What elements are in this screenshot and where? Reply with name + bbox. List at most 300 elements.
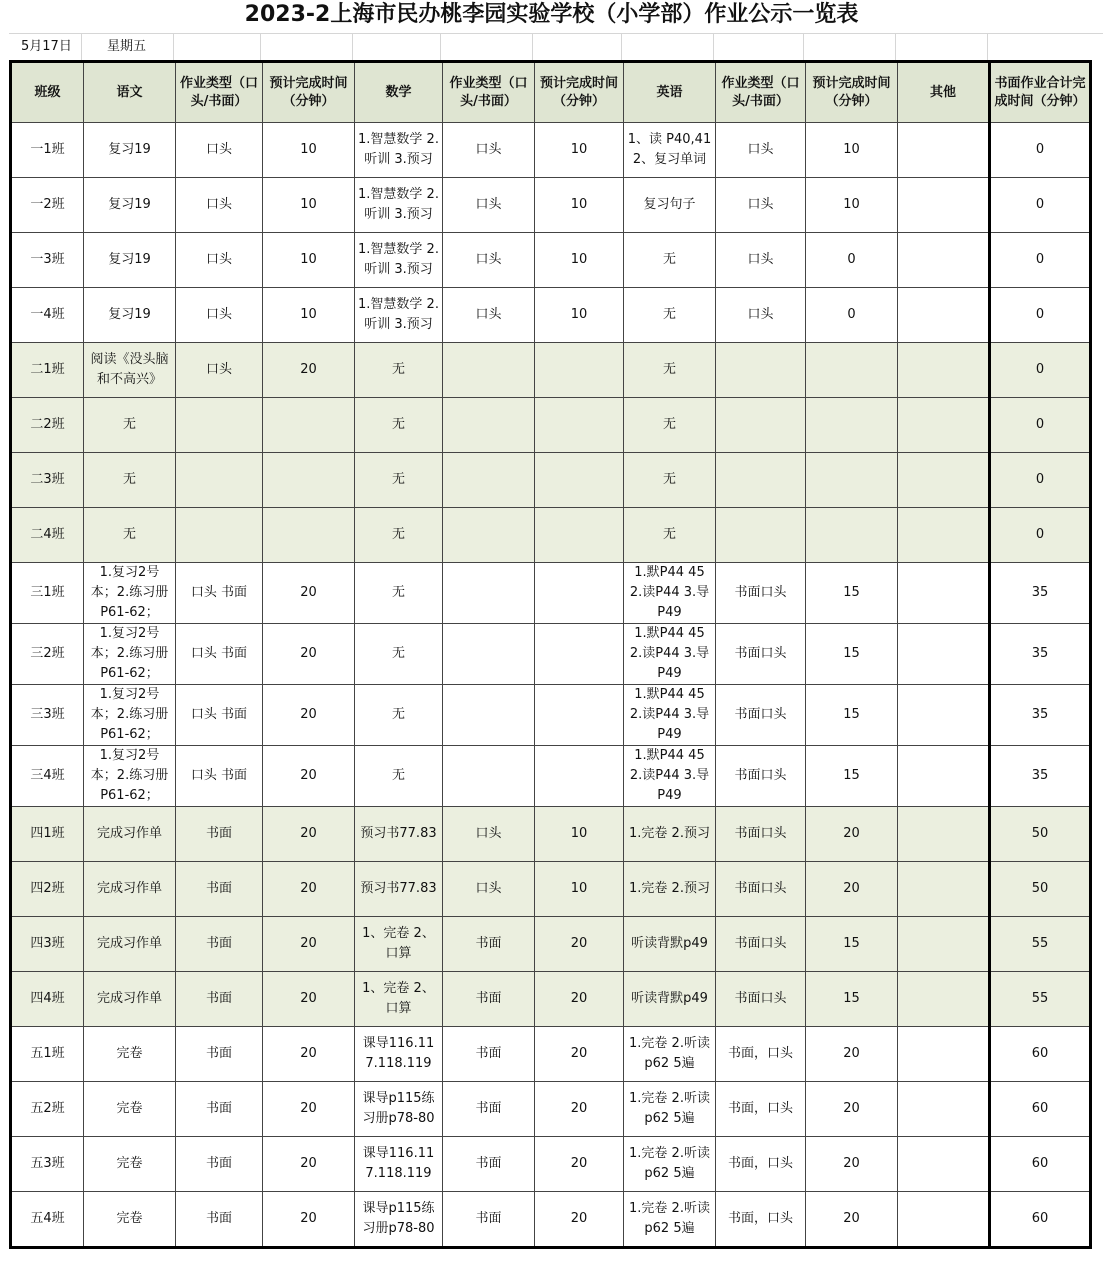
english-cell[interactable]	[624, 453, 716, 508]
math-cell[interactable]	[355, 807, 443, 862]
chinese-text: 无	[122, 417, 136, 432]
math-cell[interactable]	[355, 343, 443, 398]
english-time-text: 15	[843, 707, 860, 722]
english-type-cell[interactable]	[716, 343, 806, 398]
math-time-text: 10	[570, 197, 588, 212]
math-cell[interactable]	[355, 233, 443, 288]
chinese-type-cell[interactable]	[176, 1192, 263, 1248]
chinese-type-cell[interactable]	[176, 1027, 263, 1082]
math-time-cell[interactable]	[535, 508, 624, 563]
english-type-cell[interactable]	[716, 685, 806, 746]
english-cell[interactable]	[624, 563, 716, 624]
chinese-type-cell[interactable]	[176, 453, 263, 508]
math-cell[interactable]	[355, 624, 443, 685]
english-time-cell[interactable]	[806, 1082, 898, 1137]
chinese-time-cell[interactable]	[263, 1192, 355, 1248]
english-cell[interactable]	[624, 233, 716, 288]
chinese-cell[interactable]	[84, 1082, 176, 1137]
math-text: 课导116.117.118.119	[362, 1036, 435, 1071]
total-cell[interactable]	[990, 1192, 1091, 1248]
total-cell[interactable]	[990, 508, 1091, 563]
class-cell[interactable]	[11, 233, 84, 288]
math-type-cell[interactable]	[443, 178, 535, 233]
chinese-time-cell[interactable]	[263, 398, 355, 453]
header-math[interactable]: 数学	[355, 62, 443, 123]
class-cell[interactable]	[11, 453, 84, 508]
math-time-cell[interactable]	[535, 453, 624, 508]
english-time-cell[interactable]	[806, 917, 898, 972]
math-type-cell[interactable]	[443, 563, 535, 624]
english-cell[interactable]	[624, 917, 716, 972]
english-time-cell[interactable]	[806, 862, 898, 917]
class-cell[interactable]	[11, 288, 84, 343]
other-cell[interactable]	[898, 233, 990, 288]
english-cell[interactable]	[624, 123, 716, 178]
total-cell[interactable]	[990, 862, 1091, 917]
class-cell[interactable]	[11, 343, 84, 398]
chinese-cell[interactable]	[84, 807, 176, 862]
math-cell[interactable]	[355, 972, 443, 1027]
class-cell[interactable]	[11, 917, 84, 972]
chinese-time-cell[interactable]	[263, 624, 355, 685]
chinese-time-text: 20	[300, 1156, 317, 1171]
math-type-cell[interactable]	[443, 508, 535, 563]
total-cell[interactable]	[990, 1027, 1091, 1082]
chinese-cell[interactable]	[84, 685, 176, 746]
math-text: 无	[391, 707, 405, 722]
math-time-cell[interactable]	[535, 1082, 624, 1137]
english-cell[interactable]	[624, 746, 716, 807]
math-type-cell[interactable]	[443, 624, 535, 685]
math-type-cell[interactable]	[443, 123, 535, 178]
other-cell[interactable]	[898, 343, 990, 398]
math-type-cell[interactable]	[443, 343, 535, 398]
english-type-cell[interactable]	[716, 1137, 806, 1192]
english-type-cell[interactable]	[716, 862, 806, 917]
total-cell[interactable]	[990, 917, 1091, 972]
english-cell[interactable]	[624, 1027, 716, 1082]
math-cell[interactable]	[355, 123, 443, 178]
total-cell[interactable]	[990, 233, 1091, 288]
math-time-cell[interactable]	[535, 178, 624, 233]
chinese-cell[interactable]	[84, 453, 176, 508]
chinese-type-cell[interactable]	[176, 1137, 263, 1192]
chinese-time-cell[interactable]	[263, 233, 355, 288]
chinese-text: 1.复习2号本；2.练习册P61-62；	[90, 565, 169, 620]
chinese-time-cell[interactable]	[263, 1082, 355, 1137]
english-cell[interactable]	[624, 508, 716, 563]
class-cell[interactable]	[11, 178, 84, 233]
math-time-cell[interactable]	[535, 1192, 624, 1248]
chinese-time-cell[interactable]	[263, 343, 355, 398]
math-cell[interactable]	[355, 1082, 443, 1137]
chinese-time-text: 20	[300, 646, 317, 661]
math-cell[interactable]	[355, 398, 443, 453]
class-cell[interactable]	[11, 123, 84, 178]
math-type-cell[interactable]	[443, 862, 535, 917]
chinese-time-cell[interactable]	[263, 1137, 355, 1192]
chinese-type-cell[interactable]	[176, 746, 263, 807]
math-time-text: 20	[570, 1211, 588, 1226]
chinese-type-cell[interactable]	[176, 233, 263, 288]
total-cell[interactable]	[990, 343, 1091, 398]
english-time-cell[interactable]	[806, 624, 898, 685]
math-time-cell[interactable]	[535, 862, 624, 917]
math-time-text: 20	[570, 991, 588, 1006]
weekday-cell[interactable]: 星期五	[107, 39, 147, 54]
chinese-time-cell[interactable]	[263, 862, 355, 917]
english-cell[interactable]	[624, 288, 716, 343]
math-cell[interactable]	[355, 1192, 443, 1248]
math-cell[interactable]	[355, 563, 443, 624]
math-time-cell[interactable]	[535, 343, 624, 398]
chinese-time-cell[interactable]	[263, 1027, 355, 1082]
class-cell[interactable]	[11, 685, 84, 746]
math-type-cell[interactable]	[443, 972, 535, 1027]
english-time-cell[interactable]	[806, 1027, 898, 1082]
chinese-text: 复习19	[108, 142, 151, 157]
class-cell[interactable]	[11, 398, 84, 453]
chinese-time-cell[interactable]	[263, 972, 355, 1027]
other-cell[interactable]	[898, 1027, 990, 1082]
english-type-cell[interactable]	[716, 807, 806, 862]
chinese-time-cell[interactable]	[263, 288, 355, 343]
math-cell[interactable]	[355, 508, 443, 563]
english-time-text: 10	[843, 142, 860, 157]
header-math-type[interactable]: 作业类型（口头/书面）	[443, 62, 535, 123]
chinese-cell[interactable]	[84, 123, 176, 178]
other-cell[interactable]	[898, 563, 990, 624]
chinese-type-text: 口头	[205, 142, 232, 157]
chinese-time-text: 20	[300, 1211, 317, 1226]
english-cell[interactable]	[624, 1137, 716, 1192]
english-cell[interactable]	[624, 1082, 716, 1137]
math-type-cell[interactable]	[443, 453, 535, 508]
chinese-type-cell[interactable]	[176, 917, 263, 972]
class-text: 四2班	[30, 881, 65, 896]
total-cell[interactable]	[990, 563, 1091, 624]
chinese-cell[interactable]	[84, 563, 176, 624]
math-type-cell[interactable]	[443, 685, 535, 746]
total-text: 55	[1031, 936, 1049, 951]
other-cell[interactable]	[898, 178, 990, 233]
english-time-text: 20	[843, 1101, 860, 1116]
header-english-time[interactable]: 预计完成时间（分钟）	[806, 62, 898, 123]
class-cell[interactable]	[11, 1082, 84, 1137]
english-time-cell[interactable]	[806, 288, 898, 343]
english-type-cell[interactable]	[716, 746, 806, 807]
english-text: 听读背默p49	[631, 991, 708, 1006]
math-time-cell[interactable]	[535, 624, 624, 685]
chinese-time-cell[interactable]	[263, 178, 355, 233]
header-english[interactable]: 英语	[624, 62, 716, 123]
other-cell[interactable]	[898, 746, 990, 807]
math-time-cell[interactable]	[535, 288, 624, 343]
math-type-cell[interactable]	[443, 398, 535, 453]
total-cell[interactable]	[990, 807, 1091, 862]
math-type-cell[interactable]	[443, 746, 535, 807]
class-text: 四1班	[30, 826, 65, 841]
chinese-cell[interactable]	[84, 862, 176, 917]
chinese-type-text: 书面	[205, 826, 232, 841]
chinese-type-cell[interactable]	[176, 123, 263, 178]
english-cell[interactable]	[624, 343, 716, 398]
math-type-cell[interactable]	[443, 288, 535, 343]
math-type-cell[interactable]	[443, 1082, 535, 1137]
chinese-time-cell[interactable]	[263, 508, 355, 563]
chinese-type-cell[interactable]	[176, 972, 263, 1027]
header-english-type[interactable]: 作业类型（口头/书面）	[716, 62, 806, 123]
class-cell[interactable]	[11, 508, 84, 563]
chinese-cell[interactable]	[84, 343, 176, 398]
chinese-cell[interactable]	[84, 288, 176, 343]
english-type-text: 口头	[747, 307, 774, 322]
total-cell[interactable]	[990, 178, 1091, 233]
english-time-cell[interactable]	[806, 453, 898, 508]
chinese-time-text: 10	[300, 307, 317, 322]
english-time-cell[interactable]	[806, 807, 898, 862]
math-cell[interactable]	[355, 685, 443, 746]
class-cell[interactable]	[11, 972, 84, 1027]
chinese-type-cell[interactable]	[176, 178, 263, 233]
chinese-type-cell[interactable]	[176, 862, 263, 917]
other-cell[interactable]	[898, 288, 990, 343]
english-type-cell[interactable]	[716, 1027, 806, 1082]
math-time-cell[interactable]	[535, 746, 624, 807]
class-cell[interactable]	[11, 563, 84, 624]
chinese-type-cell[interactable]	[176, 807, 263, 862]
other-cell[interactable]	[898, 685, 990, 746]
english-type-cell[interactable]	[716, 508, 806, 563]
math-time-cell[interactable]	[535, 123, 624, 178]
total-text: 0	[1035, 362, 1045, 377]
english-type-text: 书面口头	[734, 707, 787, 722]
header-chinese-type[interactable]: 作业类型（口头/书面）	[176, 62, 263, 123]
chinese-time-text: 20	[300, 936, 317, 951]
english-time-cell[interactable]	[806, 123, 898, 178]
other-cell[interactable]	[898, 453, 990, 508]
total-cell[interactable]	[990, 746, 1091, 807]
english-text: 1.默P44 45 2.读P44 3.导P49	[629, 626, 710, 681]
other-cell[interactable]	[898, 398, 990, 453]
class-cell[interactable]	[11, 807, 84, 862]
math-time-cell[interactable]	[535, 807, 624, 862]
english-type-cell[interactable]	[716, 1192, 806, 1248]
class-cell[interactable]	[11, 862, 84, 917]
english-type-cell[interactable]	[716, 398, 806, 453]
english-time-cell[interactable]	[806, 972, 898, 1027]
math-text: 1.智慧数学 2.听训 3.预习	[358, 297, 439, 332]
math-time-cell[interactable]	[535, 972, 624, 1027]
chinese-type-text: 口头 书面	[190, 707, 248, 722]
class-cell[interactable]	[11, 746, 84, 807]
math-cell[interactable]	[355, 862, 443, 917]
total-cell[interactable]	[990, 685, 1091, 746]
english-time-cell[interactable]	[806, 685, 898, 746]
chinese-time-cell[interactable]	[263, 563, 355, 624]
table-row	[11, 917, 1091, 972]
chinese-text: 无	[122, 472, 136, 487]
english-time-cell[interactable]	[806, 343, 898, 398]
total-cell[interactable]	[990, 624, 1091, 685]
chinese-type-text: 书面	[205, 1156, 232, 1171]
chinese-cell[interactable]	[84, 178, 176, 233]
other-cell[interactable]	[898, 862, 990, 917]
english-time-cell[interactable]	[806, 1192, 898, 1248]
other-cell[interactable]	[898, 624, 990, 685]
math-cell[interactable]	[355, 453, 443, 508]
table-row	[11, 862, 1091, 917]
class-text: 三2班	[30, 646, 65, 661]
english-cell[interactable]	[624, 398, 716, 453]
total-cell[interactable]	[990, 1082, 1091, 1137]
english-cell[interactable]	[624, 178, 716, 233]
english-cell[interactable]	[624, 972, 716, 1027]
chinese-type-cell[interactable]	[176, 1082, 263, 1137]
english-time-cell[interactable]	[806, 563, 898, 624]
english-type-cell[interactable]	[716, 123, 806, 178]
math-time-cell[interactable]	[535, 233, 624, 288]
english-type-cell[interactable]	[716, 178, 806, 233]
class-cell[interactable]	[11, 1192, 84, 1248]
math-cell[interactable]	[355, 917, 443, 972]
chinese-cell[interactable]	[84, 1027, 176, 1082]
header-class[interactable]: 班级	[11, 62, 84, 123]
english-time-cell[interactable]	[806, 508, 898, 563]
math-type-cell[interactable]	[443, 233, 535, 288]
english-time-cell[interactable]	[806, 746, 898, 807]
chinese-type-cell[interactable]	[176, 563, 263, 624]
english-type-cell[interactable]	[716, 624, 806, 685]
other-cell[interactable]	[898, 972, 990, 1027]
total-cell[interactable]	[990, 972, 1091, 1027]
chinese-time-cell[interactable]	[263, 807, 355, 862]
other-cell[interactable]	[898, 508, 990, 563]
math-time-cell[interactable]	[535, 563, 624, 624]
english-cell[interactable]	[624, 1192, 716, 1248]
other-cell[interactable]	[898, 1082, 990, 1137]
math-time-cell[interactable]	[535, 1137, 624, 1192]
class-cell[interactable]	[11, 1137, 84, 1192]
math-cell[interactable]	[355, 288, 443, 343]
english-type-cell[interactable]	[716, 1082, 806, 1137]
class-cell[interactable]	[11, 624, 84, 685]
math-type-cell[interactable]	[443, 917, 535, 972]
table-row	[11, 624, 1091, 685]
math-time-cell[interactable]	[535, 917, 624, 972]
math-cell[interactable]	[355, 746, 443, 807]
english-time-text: 15	[843, 991, 860, 1006]
english-time-text: 20	[843, 826, 860, 841]
math-type-cell[interactable]	[443, 1192, 535, 1248]
other-cell[interactable]	[898, 917, 990, 972]
header-chinese-time[interactable]: 预计完成时间（分钟）	[263, 62, 355, 123]
math-type-cell[interactable]	[443, 1027, 535, 1082]
header-chinese[interactable]: 语文	[84, 62, 176, 123]
chinese-cell[interactable]	[84, 508, 176, 563]
chinese-cell[interactable]	[84, 624, 176, 685]
chinese-cell[interactable]	[84, 1192, 176, 1248]
chinese-cell[interactable]	[84, 233, 176, 288]
other-cell[interactable]	[898, 807, 990, 862]
math-type-cell[interactable]	[443, 1137, 535, 1192]
english-text: 无	[662, 472, 676, 487]
header-math-time[interactable]: 预计完成时间（分钟）	[535, 62, 624, 123]
other-cell[interactable]	[898, 1192, 990, 1248]
english-type-cell[interactable]	[716, 917, 806, 972]
chinese-time-cell[interactable]	[263, 917, 355, 972]
english-type-cell[interactable]	[716, 563, 806, 624]
header-other[interactable]: 其他	[898, 62, 990, 123]
chinese-type-cell[interactable]	[176, 685, 263, 746]
total-cell[interactable]	[990, 1137, 1091, 1192]
chinese-time-cell[interactable]	[263, 453, 355, 508]
english-type-cell[interactable]	[716, 288, 806, 343]
chinese-type-cell[interactable]	[176, 508, 263, 563]
chinese-type-cell[interactable]	[176, 398, 263, 453]
english-type-cell[interactable]	[716, 453, 806, 508]
chinese-text: 完成习作单	[96, 936, 162, 951]
math-cell[interactable]	[355, 1137, 443, 1192]
english-time-cell[interactable]	[806, 178, 898, 233]
math-time-cell[interactable]	[535, 685, 624, 746]
math-cell[interactable]	[355, 1027, 443, 1082]
english-time-cell[interactable]	[806, 398, 898, 453]
english-time-cell[interactable]	[806, 233, 898, 288]
class-text: 二4班	[30, 527, 65, 542]
total-cell[interactable]	[990, 123, 1091, 178]
class-text: 一4班	[30, 307, 65, 322]
total-cell[interactable]	[990, 453, 1091, 508]
english-type-cell[interactable]	[716, 972, 806, 1027]
english-cell[interactable]	[624, 685, 716, 746]
date-cell[interactable]: 5月17日	[21, 39, 72, 54]
chinese-type-cell[interactable]	[176, 343, 263, 398]
chinese-cell[interactable]	[84, 398, 176, 453]
chinese-type-cell[interactable]	[176, 288, 263, 343]
chinese-time-cell[interactable]	[263, 685, 355, 746]
chinese-cell[interactable]	[84, 972, 176, 1027]
chinese-cell[interactable]	[84, 746, 176, 807]
chinese-time-cell[interactable]	[263, 746, 355, 807]
class-cell[interactable]	[11, 1027, 84, 1082]
math-text: 1、完卷 2、口算	[362, 926, 435, 961]
math-cell[interactable]	[355, 178, 443, 233]
math-type-cell[interactable]	[443, 807, 535, 862]
header-total[interactable]: 书面作业合计完成时间（分钟）	[990, 62, 1091, 123]
chinese-cell[interactable]	[84, 917, 176, 972]
chinese-type-cell[interactable]	[176, 624, 263, 685]
english-type-cell[interactable]	[716, 233, 806, 288]
other-cell[interactable]	[898, 123, 990, 178]
english-time-cell[interactable]	[806, 1137, 898, 1192]
english-cell[interactable]	[624, 807, 716, 862]
english-cell[interactable]	[624, 862, 716, 917]
total-cell[interactable]	[990, 288, 1091, 343]
math-time-cell[interactable]	[535, 1027, 624, 1082]
chinese-type-text: 口头 书面	[190, 646, 248, 661]
total-cell[interactable]	[990, 398, 1091, 453]
table-row	[11, 123, 1091, 178]
chinese-cell[interactable]	[84, 1137, 176, 1192]
english-type-text: 书面口头	[734, 768, 787, 783]
math-time-cell[interactable]	[535, 398, 624, 453]
english-text: 1.完卷 2.预习	[629, 881, 710, 896]
chinese-text: 完卷	[116, 1156, 143, 1171]
english-cell[interactable]	[624, 624, 716, 685]
other-cell[interactable]	[898, 1137, 990, 1192]
chinese-time-cell[interactable]	[263, 123, 355, 178]
